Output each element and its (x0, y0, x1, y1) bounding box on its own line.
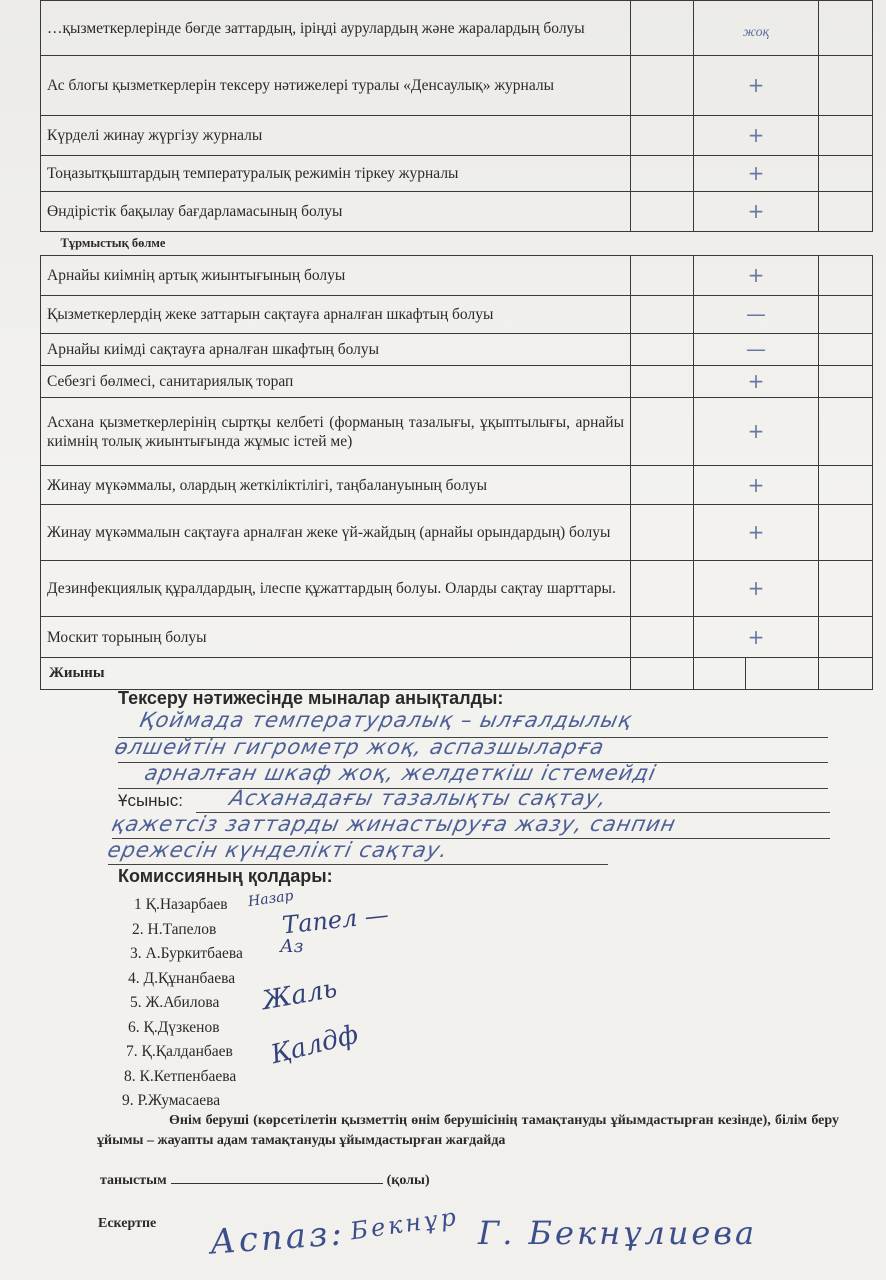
blank-cell (819, 466, 873, 505)
blank-cell (819, 192, 873, 232)
table-row (41, 156, 873, 192)
row-mark: + (694, 156, 819, 192)
row-mark: + (694, 116, 819, 156)
blank-cell (746, 658, 819, 690)
table-row (41, 334, 873, 366)
blank-cell (819, 658, 873, 690)
row-text: Жинау мүкәммалын сақтауға арналған жеке үй-жайдың (арнайы орындардың) болуы (41, 505, 631, 561)
blank-cell (819, 1, 873, 56)
signature-1: Назар (247, 887, 295, 911)
row-text: Күрделі жинау жүргізу журналы (41, 116, 631, 156)
note-hand-3: Г. Бекнұлиева (478, 1214, 758, 1252)
blank-cell (819, 505, 873, 561)
row-mark: + (694, 256, 819, 296)
total-label: Жиыны (41, 658, 631, 690)
row-text: Өндірістік бақылау бағдарламасының болуы (41, 192, 631, 232)
proposal-line-3: ережесін күнделікті сақтау. (105, 838, 451, 862)
blank-cell (819, 296, 873, 334)
blank-cell (631, 256, 694, 296)
provider-paragraph (97, 1111, 839, 1151)
blank-cell (631, 296, 694, 334)
proposal-line-2: қажетсіз заттарды жинастыруға жазу, санпин (109, 812, 679, 836)
blank-cell (631, 398, 694, 466)
member-8: 8. К.Кетпенбаева (124, 1067, 237, 1085)
findings-title: Тексеру нәтижесінде мыналар анықталды: (118, 688, 504, 708)
row-mark: + (694, 505, 819, 561)
provider-paragraph-text: Өнім беруші (көрсетілетін қызметтің өнім берушісінің тамақтануды ұйымдастырған кезінде), білім беру ұйымы – жауапты адам тамақтануды ұйымдастырған жағдайда (97, 1113, 839, 1148)
blank-cell (631, 116, 694, 156)
blank-cell (694, 658, 746, 690)
member-4: 4. Д.Құнанбаева (128, 969, 236, 987)
findings-line-3: арналған шкаф жоқ, желдеткіш істемейді (142, 761, 659, 785)
member-7: 7. Қ.Қалданбаев (126, 1043, 233, 1060)
blank-cell (631, 617, 694, 658)
signature-3: Аз (280, 936, 304, 957)
blank-cell (631, 192, 694, 232)
section-label: Тұрмыстық бөлме (41, 232, 873, 256)
blank-cell (819, 617, 873, 658)
commission-members (118, 893, 243, 1114)
blank-cell (819, 561, 873, 617)
blank-cell (631, 505, 694, 561)
row-text: Жинау мүкәммалы, олардың жеткіліктілігі, таңбалануының болуы (41, 466, 631, 505)
blank-cell (631, 156, 694, 192)
note-hand-1: Аспаз: (208, 1213, 347, 1263)
table-row (41, 617, 873, 658)
note-label: Ескертпе (98, 1216, 157, 1231)
row-text: Арнайы киімнің артық жиынтығының болуы (41, 256, 631, 296)
section-row (41, 232, 873, 256)
row-text: Асхана қызметкерлерінің сыртқы келбеті (форманың тазалығы, ұқыптылығы, арнайы киімнің толық жиынтығында жұмыс істей ме) (41, 398, 631, 466)
member-5: 5. Ж.Абилова (130, 994, 220, 1011)
blank-cell (631, 334, 694, 366)
blank-cell (631, 561, 694, 617)
member-1: 1 Қ.Назарбаев (134, 896, 228, 913)
blank-cell (631, 366, 694, 398)
row-text: Ас блогы қызметкерлерін тексеру нәтижелері туралы «Денсаулық» журналы (41, 56, 631, 116)
blank-cell (819, 366, 873, 398)
table-row (41, 505, 873, 561)
table-row (41, 1, 873, 56)
table-row (41, 116, 873, 156)
row-mark: — (694, 334, 819, 366)
findings-line-2: өлшейтін гигрометр жоқ, аспазшыларға (112, 735, 607, 759)
findings-line-1: Қоймада температуралық – ылғалдылық (137, 708, 635, 732)
signature-5: Жаль (259, 973, 340, 1017)
proposal-line-1: Асханадағы тазалықты сақтау, (227, 786, 610, 810)
table-row (41, 56, 873, 116)
member-9: 9. Р.Жумасаева (122, 1092, 221, 1109)
table-row (41, 398, 873, 466)
checklist-table (40, 0, 873, 690)
row-mark: + (694, 192, 819, 232)
blank-cell (819, 334, 873, 366)
row-mark: + (694, 617, 819, 658)
blank-cell (819, 56, 873, 116)
row-text: Себезгі бөлмесі, санитариялық торап (41, 366, 631, 398)
row-text: Қызметкерлердің жеке заттарын сақтауға арналған шкафтың болуы (41, 296, 631, 334)
row-text: Арнайы киімді сақтауға арналған шкафтың болуы (41, 334, 631, 366)
note-hand-2: Бекнұр (348, 1202, 461, 1246)
acquainted-label: таныстым (100, 1173, 167, 1188)
blank-cell (631, 56, 694, 116)
row-mark: + (694, 398, 819, 466)
signature-7: Қалдф (267, 1019, 362, 1071)
row-text: Дезинфекциялық құралдардың, ілеспе құжаттардың болуы. Оларды сақтау шарттары. (41, 561, 631, 617)
row-mark: — (694, 296, 819, 334)
table-row (41, 561, 873, 617)
row-mark: + (694, 56, 819, 116)
proposal-rule-3 (108, 864, 608, 865)
acquainted-blank (171, 1171, 383, 1184)
blank-cell (819, 398, 873, 466)
row-text: Тоңазытқыштардың температуралық режимін тіркеу журналы (41, 156, 631, 192)
table-row (41, 192, 873, 232)
table-row (41, 366, 873, 398)
table-row (41, 466, 873, 505)
row-mark: + (694, 366, 819, 398)
blank-cell (819, 156, 873, 192)
total-row (41, 658, 873, 690)
blank-cell (631, 1, 694, 56)
proposal-label: Ұсыныс: (118, 791, 184, 810)
table-row (41, 256, 873, 296)
row-mark: + (694, 561, 819, 617)
commission-title: Комиссияның қолдары: (118, 866, 333, 886)
member-3: 3. А.Буркитбаева (130, 945, 243, 962)
row-mark: + (694, 466, 819, 505)
member-2: 2. Н.Тапелов (132, 920, 217, 938)
table-row (41, 296, 873, 334)
acquainted-suffix: (қолы) (386, 1173, 430, 1188)
row-mark: жоқ (694, 1, 819, 56)
blank-cell (631, 466, 694, 505)
row-text: …қызметкерлерінде бөгде заттардың, іріңді аурулардың және жаралардың болуы (41, 1, 631, 56)
row-text: Москит торының болуы (41, 617, 631, 658)
acquainted-line (100, 1171, 430, 1189)
signature-2: Тапел — (280, 900, 391, 940)
blank-cell (819, 256, 873, 296)
blank-cell (819, 116, 873, 156)
blank-cell (631, 658, 694, 690)
member-6: 6. Қ.Дүзкенов (128, 1018, 220, 1036)
